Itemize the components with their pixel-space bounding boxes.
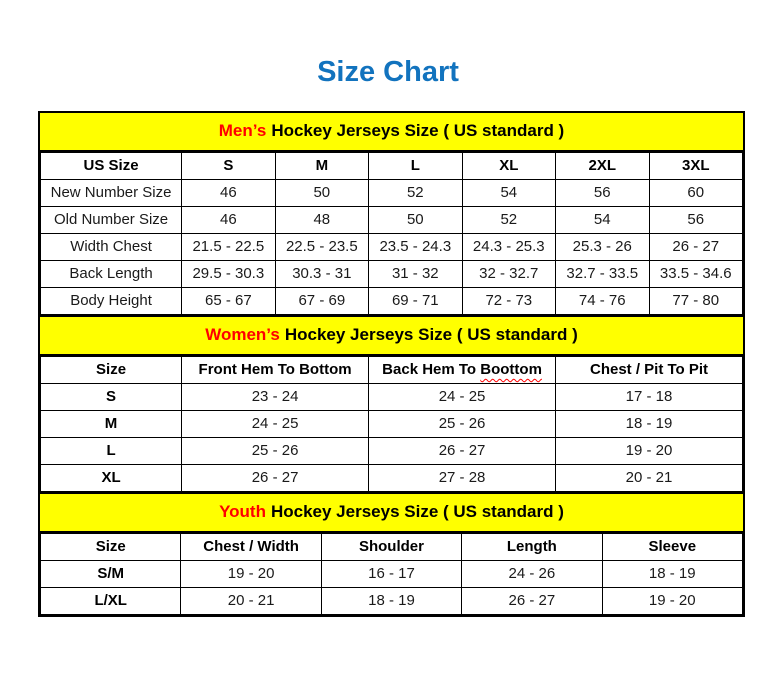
column-header: L xyxy=(369,153,462,180)
row-label: Width Chest xyxy=(41,234,182,261)
column-header: S xyxy=(182,153,275,180)
cell: 22.5 - 23.5 xyxy=(275,234,368,261)
cell: 26 - 27 xyxy=(182,465,369,492)
cell: 19 - 20 xyxy=(556,438,743,465)
column-header: 2XL xyxy=(556,153,649,180)
column-header: Chest / Width xyxy=(181,534,321,561)
cell: 19 - 20 xyxy=(602,588,742,615)
cell: 32.7 - 33.5 xyxy=(556,261,649,288)
cell: 31 - 32 xyxy=(369,261,462,288)
cell: 25 - 26 xyxy=(369,411,556,438)
row-label: S xyxy=(41,384,182,411)
column-header: Sleeve xyxy=(602,534,742,561)
cell: 25 - 26 xyxy=(182,438,369,465)
cell: 19 - 20 xyxy=(181,561,321,588)
cell: 65 - 67 xyxy=(182,288,275,315)
cell: 46 xyxy=(182,207,275,234)
row-label: M xyxy=(41,411,182,438)
column-header: US Size xyxy=(41,153,182,180)
womens-title-highlight: Women’s xyxy=(205,325,280,344)
cell: 54 xyxy=(462,180,555,207)
row-label: L/XL xyxy=(41,588,181,615)
cell: 24.3 - 25.3 xyxy=(462,234,555,261)
mens-section-title xyxy=(40,113,743,152)
cell: 23.5 - 24.3 xyxy=(369,234,462,261)
row-label: Body Height xyxy=(41,288,182,315)
cell: 20 - 21 xyxy=(181,588,321,615)
column-header: Front Hem To Bottom xyxy=(182,357,369,384)
cell: 50 xyxy=(369,207,462,234)
column-header: Length xyxy=(462,534,602,561)
table-row xyxy=(41,384,743,411)
table-row xyxy=(41,411,743,438)
table-row xyxy=(41,588,743,615)
table-row xyxy=(41,438,743,465)
table-header-row xyxy=(41,357,743,384)
mens-title-rest: Hockey Jerseys Size ( US standard ) xyxy=(271,121,565,140)
cell: 54 xyxy=(556,207,649,234)
row-label: XL xyxy=(41,465,182,492)
row-label: Back Length xyxy=(41,261,182,288)
cell: 18 - 19 xyxy=(556,411,743,438)
cell: 24 - 25 xyxy=(182,411,369,438)
cell: 18 - 19 xyxy=(602,561,742,588)
cell: 69 - 71 xyxy=(369,288,462,315)
cell: 21.5 - 22.5 xyxy=(182,234,275,261)
youth-section-title xyxy=(40,492,743,533)
column-header: Chest / Pit To Pit xyxy=(556,357,743,384)
column-header-prefix: Back Hem To xyxy=(382,361,481,378)
cell: 27 - 28 xyxy=(369,465,556,492)
mens-size-table xyxy=(40,152,743,315)
cell: 26 - 27 xyxy=(649,234,742,261)
cell: 16 - 17 xyxy=(321,561,461,588)
cell: 29.5 - 30.3 xyxy=(182,261,275,288)
table-header-row xyxy=(41,153,743,180)
cell: 74 - 76 xyxy=(556,288,649,315)
cell: 56 xyxy=(649,207,742,234)
column-header: Shoulder xyxy=(321,534,461,561)
mens-title-highlight: Men’s xyxy=(218,121,267,140)
womens-title-rest: Hockey Jerseys Size ( US standard ) xyxy=(284,325,578,344)
cell: 26 - 27 xyxy=(369,438,556,465)
cell: 20 - 21 xyxy=(556,465,743,492)
page-title: Size Chart xyxy=(317,56,459,88)
column-header: Size xyxy=(41,357,182,384)
youth-title-highlight: Youth xyxy=(219,502,266,521)
cell: 23 - 24 xyxy=(182,384,369,411)
table-row xyxy=(41,561,743,588)
cell: 67 - 69 xyxy=(275,288,368,315)
womens-size-table xyxy=(40,356,743,492)
table-row xyxy=(41,207,743,234)
column-header xyxy=(369,357,556,384)
cell: 46 xyxy=(182,180,275,207)
cell: 48 xyxy=(275,207,368,234)
cell: 30.3 - 31 xyxy=(275,261,368,288)
size-chart xyxy=(38,111,745,617)
column-header: Size xyxy=(41,534,181,561)
misspelled-word: Boottom xyxy=(480,361,542,378)
row-label: New Number Size xyxy=(41,180,182,207)
cell: 72 - 73 xyxy=(462,288,555,315)
row-label: Old Number Size xyxy=(41,207,182,234)
womens-section-title xyxy=(40,315,743,356)
cell: 32 - 32.7 xyxy=(462,261,555,288)
cell: 17 - 18 xyxy=(556,384,743,411)
cell: 24 - 26 xyxy=(462,561,602,588)
youth-size-table xyxy=(40,533,743,615)
cell: 24 - 25 xyxy=(369,384,556,411)
table-row xyxy=(41,234,743,261)
cell: 60 xyxy=(649,180,742,207)
youth-title-rest: Hockey Jerseys Size ( US standard ) xyxy=(270,502,564,521)
cell: 77 - 80 xyxy=(649,288,742,315)
column-header: XL xyxy=(462,153,555,180)
table-row xyxy=(41,180,743,207)
row-label: S/M xyxy=(41,561,181,588)
cell: 52 xyxy=(369,180,462,207)
table-header-row xyxy=(41,534,743,561)
column-header: M xyxy=(275,153,368,180)
row-label: L xyxy=(41,438,182,465)
cell: 18 - 19 xyxy=(321,588,461,615)
table-row xyxy=(41,288,743,315)
table-row xyxy=(41,261,743,288)
table-row xyxy=(41,465,743,492)
column-header: 3XL xyxy=(649,153,742,180)
cell: 56 xyxy=(556,180,649,207)
cell: 25.3 - 26 xyxy=(556,234,649,261)
cell: 50 xyxy=(275,180,368,207)
cell: 52 xyxy=(462,207,555,234)
cell: 33.5 - 34.6 xyxy=(649,261,742,288)
cell: 26 - 27 xyxy=(462,588,602,615)
